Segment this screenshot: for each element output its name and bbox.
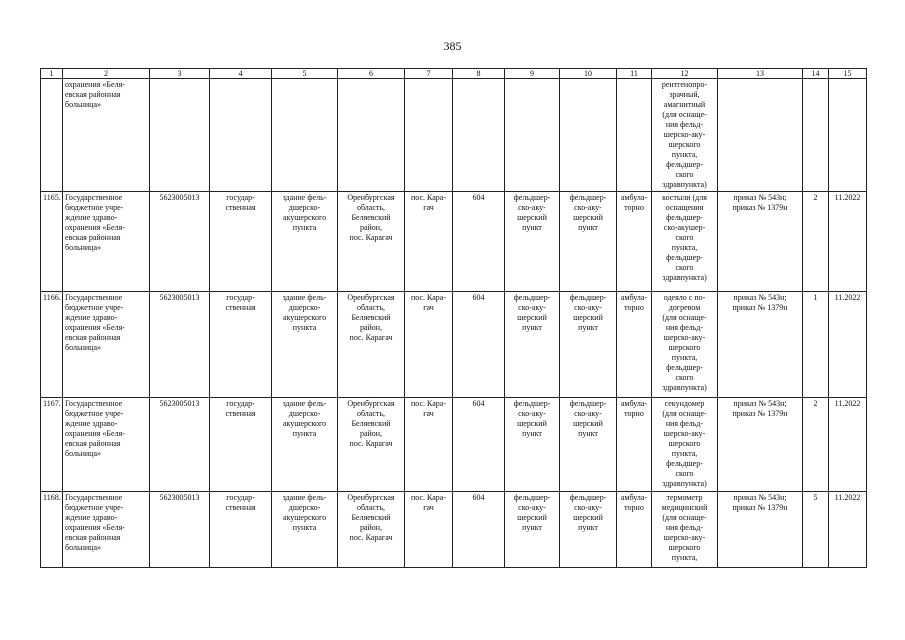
cell-facility-type: фельдшер- ско-аку- шерский пункт	[505, 398, 560, 492]
cell-empty	[210, 79, 272, 192]
cell-empty	[718, 79, 803, 192]
cell-date: 11.2022	[829, 492, 867, 568]
cell-empty	[338, 79, 405, 192]
cell-row-number: 1165.	[41, 192, 63, 292]
cell-facility-type: фельдшер- ско-аку- шерский пункт	[560, 492, 617, 568]
column-number: 15	[829, 69, 867, 79]
column-number: 3	[150, 69, 210, 79]
cell-row-number: 1166.	[41, 292, 63, 398]
column-number: 4	[210, 69, 272, 79]
cell-address: Оренбургская область, Беляевский район, пос. Карагач	[338, 492, 405, 568]
cell-building: здание фель- дшерско- акушерского пункта	[272, 292, 338, 398]
cell-empty	[617, 79, 652, 192]
cell-address: Оренбургская область, Беляевский район, пос. Карагач	[338, 292, 405, 398]
cell-facility-type: фельдшер- ско-аку- шерский пункт	[505, 192, 560, 292]
cell-item: секундомер (для оснаще- ния фельд- шерско-аку- шерского пункта, фельдшер- ского здравпункта)	[652, 398, 718, 492]
cell-organization: Государственное бюджетное учре- ждение здраво- охранения «Беля- евская районная больница»	[63, 292, 150, 398]
cell-quantity: 2	[803, 192, 829, 292]
cell-inn: 5623005013	[150, 398, 210, 492]
table-row	[41, 292, 867, 398]
cell-facility-type: фельдшер- ско-аку- шерский пункт	[560, 192, 617, 292]
cell-building: здание фель- дшерско- акушерского пункта	[272, 398, 338, 492]
cell-order: приказ № 543н; приказ № 1379н	[718, 492, 803, 568]
cell-order: приказ № 543н; приказ № 1379н	[718, 192, 803, 292]
cell-item: рентгенопро- зрачный, амагнитный (для оснаще- ния фельд- шерско-аку- шерского пункта, фельдшер- ского здравпункта)	[652, 79, 718, 192]
cell-empty	[453, 79, 505, 192]
table-row	[41, 192, 867, 292]
cell-settlement: пос. Кара- гач	[405, 192, 453, 292]
column-number: 11	[617, 69, 652, 79]
cell-empty	[829, 79, 867, 192]
cell-settlement: пос. Кара- гач	[405, 398, 453, 492]
cell-care-form: амбула- торно	[617, 192, 652, 292]
cell-empty	[803, 79, 829, 192]
cell-empty	[505, 79, 560, 192]
cell-quantity: 1	[803, 292, 829, 398]
column-number: 6	[338, 69, 405, 79]
cell-ownership: государ- ственная	[210, 398, 272, 492]
cell-code: 604	[453, 192, 505, 292]
column-number: 13	[718, 69, 803, 79]
cell-empty	[41, 79, 63, 192]
column-number: 10	[560, 69, 617, 79]
column-number: 1	[41, 69, 63, 79]
cell-address: Оренбургская область, Беляевский район, пос. Карагач	[338, 398, 405, 492]
cell-empty	[560, 79, 617, 192]
cell-order: приказ № 543н; приказ № 1379н	[718, 398, 803, 492]
continuation-row	[41, 79, 867, 192]
cell-facility-type: фельдшер- ско-аку- шерский пункт	[560, 398, 617, 492]
cell-organization: Государственное бюджетное учре- ждение здраво- охранения «Беля- евская районная больница»	[63, 192, 150, 292]
cell-date: 11.2022	[829, 292, 867, 398]
column-number: 2	[63, 69, 150, 79]
column-number: 9	[505, 69, 560, 79]
cell-empty	[272, 79, 338, 192]
cell-ownership: государ- ственная	[210, 292, 272, 398]
cell-quantity: 2	[803, 398, 829, 492]
cell-inn: 5623005013	[150, 492, 210, 568]
cell-order: приказ № 543н; приказ № 1379н	[718, 292, 803, 398]
cell-empty	[150, 79, 210, 192]
cell-code: 604	[453, 492, 505, 568]
cell-quantity: 5	[803, 492, 829, 568]
cell-code: 604	[453, 398, 505, 492]
column-number: 12	[652, 69, 718, 79]
cell-facility-type: фельдшер- ско-аку- шерский пункт	[505, 292, 560, 398]
column-number: 5	[272, 69, 338, 79]
cell-settlement: пос. Кара- гач	[405, 492, 453, 568]
column-number: 7	[405, 69, 453, 79]
table-row	[41, 398, 867, 492]
column-number-row	[41, 69, 867, 79]
cell-organization: Государственное бюджетное учре- ждение здраво- охранения «Беля- евская районная больница»	[63, 492, 150, 568]
cell-ownership: государ- ственная	[210, 492, 272, 568]
register-table	[40, 68, 867, 568]
column-number: 14	[803, 69, 829, 79]
cell-item: одеяло с по- догревом (для оснаще- ния фельд- шерско-аку- шерского пункта, фельдшер- ского здравпункта)	[652, 292, 718, 398]
cell-empty	[405, 79, 453, 192]
cell-care-form: амбула- торно	[617, 492, 652, 568]
cell-code: 604	[453, 292, 505, 398]
cell-inn: 5623005013	[150, 292, 210, 398]
cell-ownership: государ- ственная	[210, 192, 272, 292]
cell-care-form: амбула- торно	[617, 292, 652, 398]
column-number: 8	[453, 69, 505, 79]
cell-address: Оренбургская область, Беляевский район, пос. Карагач	[338, 192, 405, 292]
cell-organization: охранения «Беля- евская районная больница»	[63, 79, 150, 192]
cell-building: здание фель- дшерско- акушерского пункта	[272, 192, 338, 292]
cell-item: костыли (для оснащения фельдшер- ско-акушер- ского пункта, фельдшер- ского здравпункта)	[652, 192, 718, 292]
cell-date: 11.2022	[829, 398, 867, 492]
cell-item: термометр медицинский (для оснаще- ния фельд- шерско-аку- шерского пункта,	[652, 492, 718, 568]
cell-inn: 5623005013	[150, 192, 210, 292]
cell-row-number: 1167.	[41, 398, 63, 492]
cell-facility-type: фельдшер- ско-аку- шерский пункт	[560, 292, 617, 398]
cell-facility-type: фельдшер- ско-аку- шерский пункт	[505, 492, 560, 568]
cell-row-number: 1168.	[41, 492, 63, 568]
cell-date: 11.2022	[829, 192, 867, 292]
cell-care-form: амбула- торно	[617, 398, 652, 492]
cell-settlement: пос. Кара- гач	[405, 292, 453, 398]
cell-organization: Государственное бюджетное учре- ждение здраво- охранения «Беля- евская районная больница»	[63, 398, 150, 492]
page-number: 385	[443, 39, 462, 53]
cell-building: здание фель- дшерско- акушерского пункта	[272, 492, 338, 568]
table-row	[41, 492, 867, 568]
